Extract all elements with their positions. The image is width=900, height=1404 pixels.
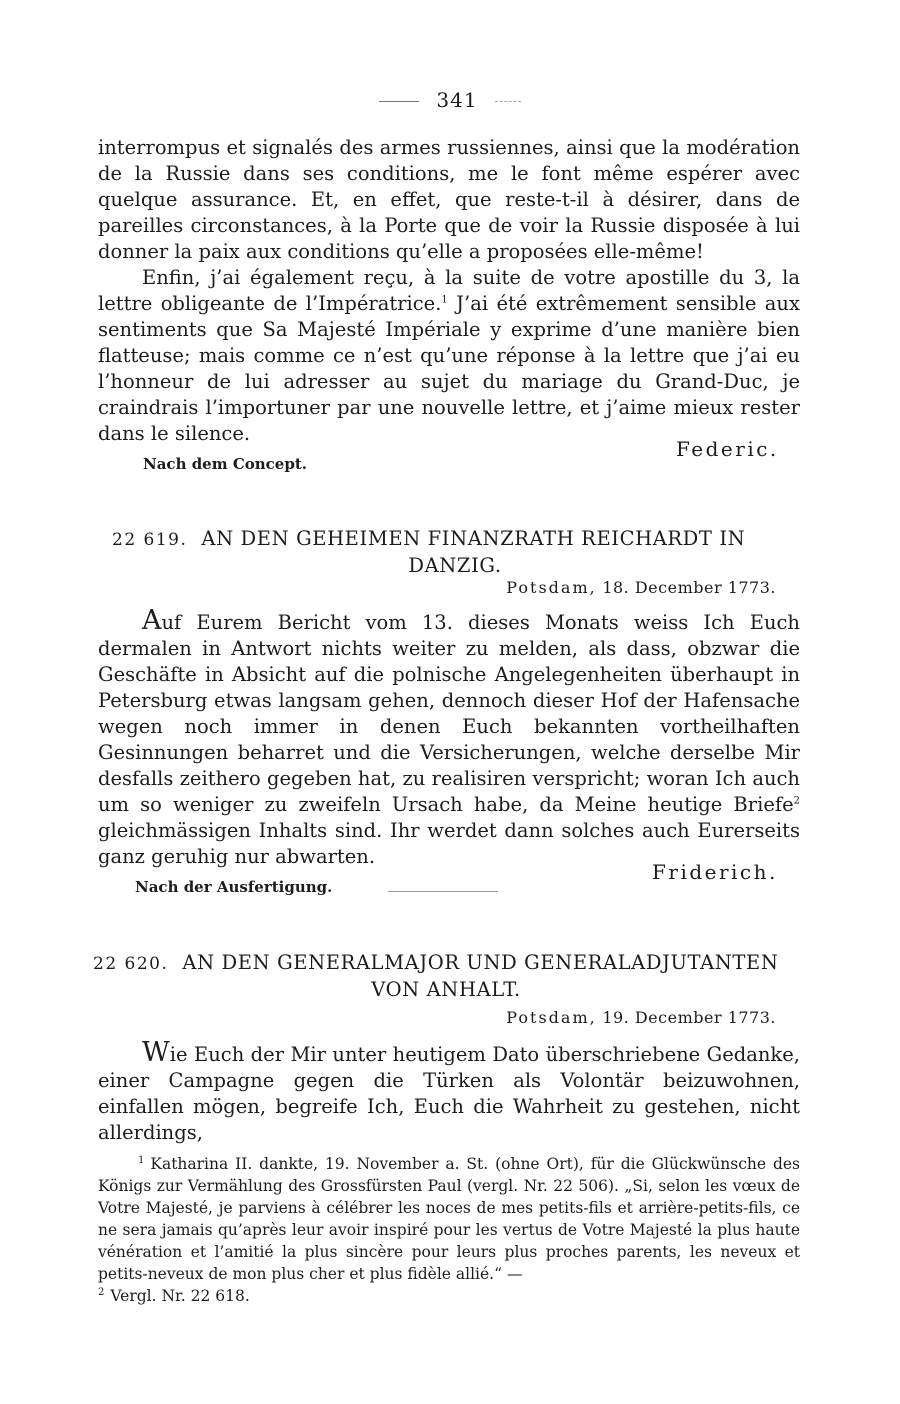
letter-22620-place: Potsdam, — [506, 1008, 597, 1027]
letter-22619-paragraph — [98, 605, 800, 870]
letter-22620-title-line1 — [93, 950, 799, 977]
header-rule-left — [379, 101, 419, 102]
footnote-1-mark: 1 — [138, 1155, 145, 1166]
letter-22619-number: 22 619. — [112, 530, 188, 550]
section-continuation — [98, 135, 800, 447]
letter-22620-paragraph — [98, 1037, 800, 1146]
signature-federic: Federic. — [676, 437, 779, 461]
letter-22620-dateline — [506, 1008, 776, 1027]
letter-22619-body — [98, 605, 800, 870]
continuation-paragraph-2 — [98, 265, 800, 447]
letter-22620-dropcap: W — [142, 1037, 170, 1068]
footnote-ref-2: 2 — [793, 795, 800, 807]
source-note-concept: Nach dem Concept. — [143, 455, 307, 473]
paragraph-2-part-b: J’ai été extrêmement sensible aux sentiments que Sa Majesté Impériale y exprime d’une manière bien flatteuse; mais comme ce n’est qu’une réponse à la lettre que j’ai eu l’honneur de lui adresser au sujet du mariage du Grand-Duc, je craindrais l’importuner par une nouvelle lettre, et j’aime mieux rester dans le silence. — [98, 292, 800, 445]
section-divider — [388, 891, 498, 892]
footnote-2-text: Vergl. Nr. 22 618. — [110, 1287, 250, 1306]
footnote-ref-1: 1 — [441, 294, 448, 306]
paragraph-2-part-a: Enfin, j’ai également reçu, à la suite de votre apostille du 3, la lettre obligeante de l’Impératrice. — [98, 266, 800, 315]
footnote-1 — [98, 1150, 800, 1285]
signature-friderich: Friderich. — [652, 860, 778, 884]
letter-22619-place: Potsdam, — [506, 578, 597, 597]
letter-22619-dateline — [506, 578, 776, 597]
source-note-ausfertigung: Nach der Ausfertigung. — [135, 878, 333, 896]
page-number: 341 — [436, 88, 478, 112]
page-header — [0, 88, 900, 112]
letter-22620-title-line2: VON ANHALT. — [371, 978, 521, 1001]
letter-22619-title: AN DEN GEHEIMEN FINANZRATH REICHARDT IN — [201, 527, 746, 550]
continuation-paragraph-1: interrompus et signalés des armes russiennes, ainsi que la modération de la Russie dans ses conditions, me le font même espérer avec quelque assurance. Et, en effet, que reste-t-il à désirer, dans de pareilles circonstances, à la Porte que de voir la Russie disposée à lui donner la paix aux conditions qu’elle a proposées elle-même! — [98, 136, 800, 263]
letter-22619-title-line2: DANZIG. — [408, 554, 502, 577]
footnote-2-mark: 2 — [98, 1287, 105, 1298]
letter-22619-date: 18. December 1773. — [602, 578, 776, 597]
footnote-1-text: Katharina II. dankte, 19. November a. St. (ohne Ort), für die Glückwünsche des Königs zur Vermählung des Grossfürsten Paul (vergl. Nr. 22 506). „Si, selon les vœux de Votre Majesté, je parviens à célébrer les noces de mes petits-fils et arrière-petits-fils, ce ne sera jamais qu’après leur avoir inspiré pour les vertus de Votre Majesté la plus haute vénération et l’amitié la plus sincère pour leurs plus proches parents, les neveux et petits-neveux de mon plus cher et plus fidèle allié.“ — — [98, 1155, 800, 1284]
letter-22619-heading — [112, 526, 798, 579]
letter-22620-title: AN DEN GENERALMAJOR UND GENERALADJUTANTEN — [182, 951, 779, 974]
letter-22620-heading — [93, 950, 799, 1003]
letter-22620-text: ie Euch der Mir unter heutigem Dato überschriebene Gedanke, einer Campagne gegen die Türken als Volontär beizuwohnen, einfallen mögen, begreife Ich, Euch die Wahrheit zu gestehen, nicht allerdings, — [98, 1043, 800, 1144]
letter-22619-text-b: gleichmässigen Inhalts sind. Ihr werdet dann solches auch Eurerseits ganz geruhig nur abwarten. — [98, 819, 800, 868]
letter-22620-body — [98, 1037, 800, 1146]
letter-22619-text-a: uf Eurem Bericht vom 13. dieses Monats weiss Ich Euch dermalen in Antwort nichts weiter zu melden, als dass, obzwar die Geschäfte in Absicht auf die polnische Angelegenheiten überhaupt in Petersburg etwas langsam gehen, dennoch dieser Hof der Hafensache wegen noch immer in denen Euch bekannten vortheilhaften Gesinnungen beharret und die Versicherungen, welche derselbe Mir desfalls zeithero gegeben hat, zu realisiren verspricht; woran Ich auch um so weniger zu zweifeln Ursach habe, da Meine heutige Briefe — [98, 611, 800, 816]
letter-22619-title-line1 — [112, 526, 798, 553]
letter-22619-dropcap: A — [142, 605, 162, 636]
footnote-2 — [98, 1282, 800, 1307]
letter-22620-number: 22 620. — [93, 954, 169, 974]
letter-22620-date: 19. December 1773. — [602, 1008, 776, 1027]
header-rule-right — [495, 101, 521, 102]
